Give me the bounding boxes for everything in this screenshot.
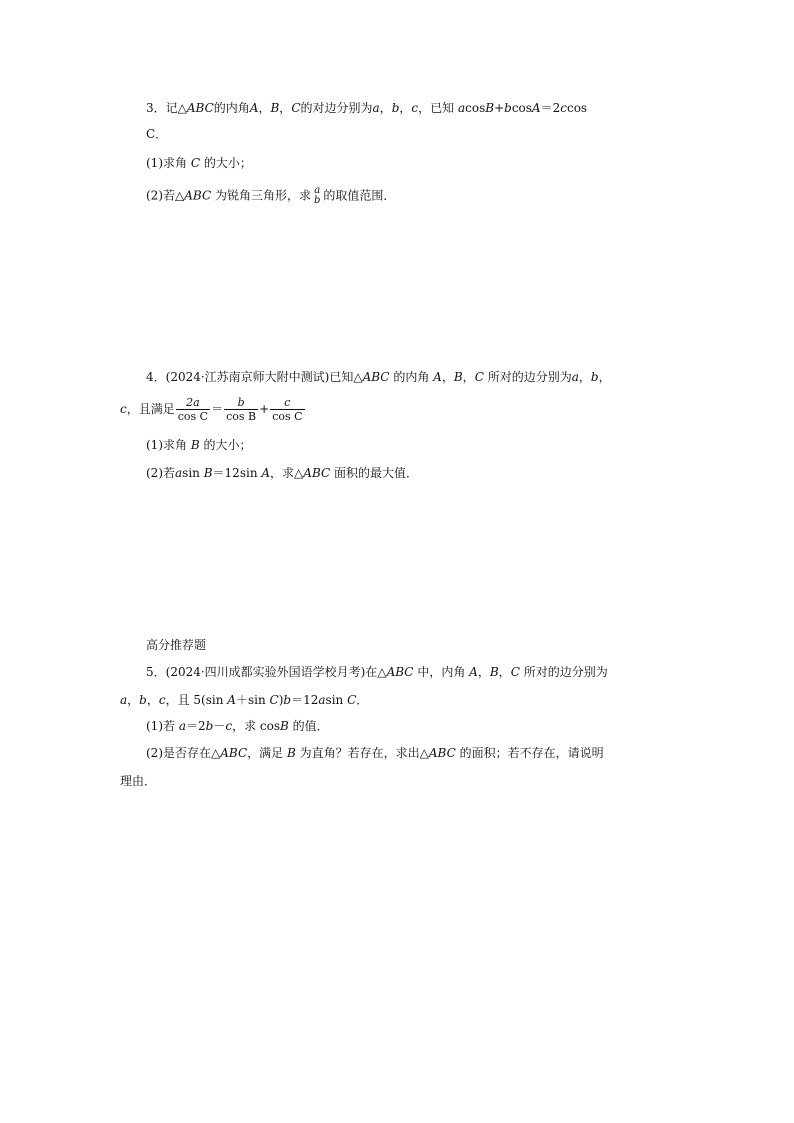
q4-text: A bbox=[433, 370, 442, 384]
q3-text: cos bbox=[465, 101, 486, 115]
q3-part2-text: 为锐角三角形，求 bbox=[214, 188, 311, 203]
q4-line2 bbox=[120, 392, 306, 426]
q4-part1 bbox=[146, 437, 252, 453]
q5-part1-text: B bbox=[279, 719, 289, 733]
q4-text: ， bbox=[462, 370, 475, 384]
q3-part2 bbox=[146, 186, 395, 206]
q4-text: c bbox=[120, 402, 127, 416]
q3-text: 的对边分别为 bbox=[300, 101, 373, 115]
q5-part1-text: b bbox=[205, 719, 214, 733]
q3-part1 bbox=[146, 155, 252, 171]
q5-text: C bbox=[347, 693, 357, 707]
q3-text: + bbox=[494, 101, 505, 115]
section-title: 高分推荐题 bbox=[146, 638, 207, 652]
q5-text: a bbox=[318, 693, 326, 707]
q3-text: B bbox=[485, 101, 495, 115]
q5-part1-text: (1)若 bbox=[146, 719, 175, 733]
q5-line2 bbox=[120, 692, 368, 708]
q4-part2-text: B bbox=[203, 466, 213, 480]
q3-text: C bbox=[291, 101, 301, 115]
q4-part2-text: ＝12sin bbox=[212, 466, 258, 480]
q3-part1-text: (1)求角 bbox=[146, 156, 187, 170]
q3-line2: C． bbox=[146, 127, 168, 141]
q3-text: cos bbox=[566, 101, 588, 115]
q5-text: C bbox=[510, 665, 520, 679]
q4-text: b bbox=[590, 370, 599, 384]
q3-text: △ bbox=[177, 101, 187, 115]
q3-text: cos bbox=[511, 101, 532, 115]
q4-text: ＝ bbox=[211, 402, 224, 416]
fraction-numerator: c bbox=[284, 396, 291, 409]
q4-part2-text: (2)若 bbox=[146, 466, 175, 480]
q5-part1-text: ，求 cos bbox=[232, 719, 280, 733]
q5-part1-text: 的值． bbox=[292, 719, 329, 733]
fraction-a-over-b bbox=[312, 186, 322, 206]
q3-text: A bbox=[249, 101, 259, 115]
q5-text: ， bbox=[498, 665, 511, 679]
fraction-numerator: 2a bbox=[186, 396, 200, 409]
q5-text: A bbox=[469, 665, 478, 679]
q5-text: 5．(2024·四川成都实验外国语学校月考)在△ bbox=[146, 665, 387, 679]
q3-text: a bbox=[372, 101, 380, 115]
q3-text: a bbox=[457, 101, 466, 115]
fraction-c-over-cosC bbox=[270, 396, 304, 423]
q3-text: B bbox=[270, 101, 280, 115]
q5-line1 bbox=[146, 664, 608, 680]
q5-part1-text: － bbox=[213, 719, 226, 733]
q4-part2-text: a bbox=[175, 466, 183, 480]
q5-text: ，且 5(sin bbox=[165, 693, 224, 707]
q3-part1-text: C bbox=[190, 156, 201, 170]
q3-text: b bbox=[504, 101, 512, 115]
q3-text: ＝2 bbox=[540, 101, 561, 115]
q5-text: ＋sin bbox=[235, 693, 266, 707]
q4-text: ABC bbox=[362, 370, 390, 384]
q4-part2-text: A bbox=[261, 466, 271, 480]
q5-part1-text: c bbox=[225, 719, 233, 733]
q4-part2-text: ，求△ bbox=[270, 466, 304, 480]
q4-text: 4．(2024·江苏南京师大附中测试)已知△ bbox=[146, 370, 363, 384]
q5-text: A bbox=[227, 693, 236, 707]
q4-line1 bbox=[146, 369, 611, 385]
q4-part2-text: ABC bbox=[303, 466, 331, 480]
q3-text: ， bbox=[379, 101, 392, 115]
q4-part2-text: sin bbox=[182, 466, 200, 480]
q3-part1-text: 的大小； bbox=[203, 156, 252, 170]
q5-text: 中，内角 bbox=[417, 665, 466, 679]
q5-part1-text: ＝2 bbox=[185, 719, 206, 733]
q3-text: ， bbox=[279, 101, 292, 115]
q4-part1-text: (1)求角 bbox=[146, 438, 187, 452]
q4-text: 所对的边分别为 bbox=[487, 370, 572, 384]
q3-part2-text: 的取值范围． bbox=[323, 188, 396, 203]
q4-part1-text: B bbox=[190, 438, 200, 452]
q4-text: ，且满足 bbox=[126, 402, 175, 416]
q4-text: 的内角 bbox=[393, 370, 430, 384]
fraction-numerator: a bbox=[314, 185, 321, 196]
q5-text: ， bbox=[127, 693, 140, 707]
q3-text: ， bbox=[399, 101, 412, 115]
q5-part1 bbox=[146, 718, 329, 734]
fraction-2a-over-cosC bbox=[176, 396, 210, 423]
fraction-numerator: b bbox=[237, 396, 245, 409]
q3-text: 3．记 bbox=[146, 101, 178, 115]
q5-part2-text: ，满足 bbox=[247, 746, 284, 760]
q4-text: ， bbox=[578, 370, 591, 384]
q5-text: ， bbox=[146, 693, 159, 707]
q5-text: ． bbox=[356, 693, 369, 707]
q5-text: sin bbox=[325, 693, 344, 707]
q5-text: 所对的边分别为 bbox=[523, 665, 608, 679]
q3-text: c bbox=[411, 101, 419, 115]
q5-text: B bbox=[489, 665, 499, 679]
q5-part2-text: ABC bbox=[220, 746, 248, 760]
q4-text: C bbox=[474, 370, 484, 384]
q5-part2 bbox=[146, 745, 604, 761]
q3-text: ， bbox=[258, 101, 271, 115]
fraction-denominator: b bbox=[313, 195, 321, 206]
q3-text: A bbox=[531, 101, 541, 115]
q4-part2-text: 面积的最大值． bbox=[334, 466, 419, 480]
q3-line1 bbox=[146, 100, 587, 116]
q5-text: ， bbox=[477, 665, 490, 679]
q3-part2-text: ABC bbox=[184, 188, 212, 203]
q5-text: a bbox=[120, 693, 128, 707]
fraction-denominator: cos C bbox=[272, 410, 303, 423]
q5-part2-line2: 理由． bbox=[120, 774, 157, 788]
q5-text: ＝12 bbox=[291, 693, 319, 707]
q4-text: + bbox=[259, 402, 270, 416]
q5-text: c bbox=[158, 693, 166, 707]
q3-part2-text: (2)若△ bbox=[146, 188, 185, 203]
q4-part2 bbox=[146, 465, 418, 481]
q3-text: 的内角 bbox=[213, 101, 250, 115]
q5-text: ABC bbox=[386, 665, 414, 679]
q4-text: ， bbox=[441, 370, 454, 384]
q5-part2-text: (2)是否存在△ bbox=[146, 746, 221, 760]
q4-part1-text: 的大小； bbox=[203, 438, 252, 452]
q5-part2-text: B bbox=[286, 746, 296, 760]
q3-text: c bbox=[560, 101, 567, 115]
q3-text: ABC bbox=[186, 101, 214, 115]
q5-part2-text: 为直角？若存在，求出△ bbox=[299, 746, 429, 760]
fraction-b-over-cosB bbox=[224, 396, 258, 423]
q4-text: B bbox=[453, 370, 463, 384]
fraction-denominator: cos C bbox=[177, 410, 209, 423]
q5-text: ) bbox=[278, 693, 284, 707]
q3-text: b bbox=[391, 101, 400, 115]
q3-text: ，已知 bbox=[418, 101, 455, 115]
q5-part2-text: ABC bbox=[428, 746, 456, 760]
q4-text: ， bbox=[598, 370, 611, 384]
q5-part2-text: 的面积；若不存在，请说明 bbox=[459, 746, 604, 760]
q4-text: a bbox=[571, 370, 579, 384]
q5-part1-text: a bbox=[178, 719, 186, 733]
q5-text: C bbox=[269, 693, 279, 707]
fraction-denominator: cos B bbox=[226, 410, 257, 423]
q5-text: b bbox=[139, 693, 147, 707]
q5-text: b bbox=[283, 693, 292, 707]
